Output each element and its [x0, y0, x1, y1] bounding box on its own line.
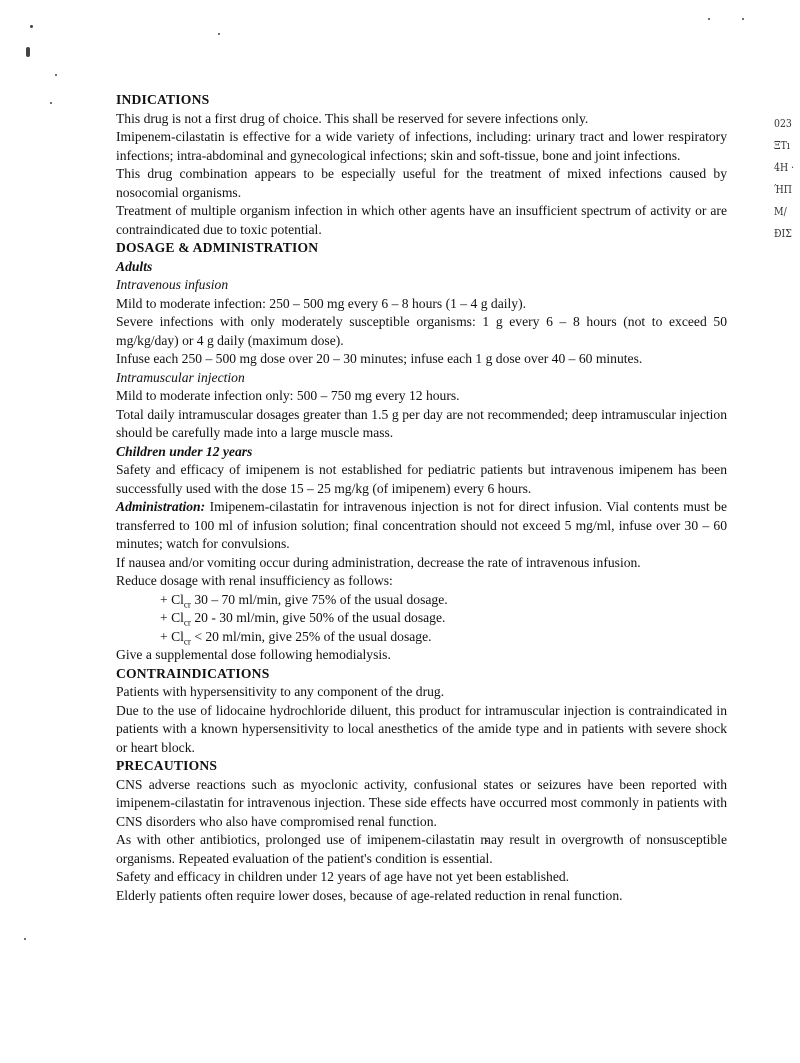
- im-injection-label: Intramuscular injection: [116, 369, 245, 385]
- indications-paragraph: This drug combination appears to be especially useful for the treatment of mixed infections caused by nosocomial organisms.: [116, 166, 727, 200]
- precautions-heading: PRECAUTIONS: [116, 758, 218, 773]
- scan-speck: [26, 47, 30, 57]
- renal-intro: Reduce dosage with renal insufficiency as follows:: [116, 573, 393, 588]
- scan-speck: [218, 33, 220, 35]
- right-edge-fragments: [774, 113, 800, 245]
- indications-paragraph: Imipenem-cilastatin is effective for a wide variety of infections, including: urinary tract and lower respiratory infections; intra-abdominal and gynecological infections; skin and soft-tissue, bone and joint infections.: [116, 129, 727, 163]
- scan-speck: [708, 18, 710, 20]
- scan-speck: [742, 18, 744, 20]
- children-subheading: Children under 12 years: [116, 443, 253, 459]
- scan-speck: [30, 25, 33, 28]
- im-dosage-line: Mild to moderate infection only: 500 – 750 mg every 12 hours.: [116, 388, 460, 403]
- indications-heading: INDICATIONS: [116, 92, 210, 107]
- scan-speck: [55, 74, 57, 76]
- renal-dose-item: + $Cl_{cr}$ 20 - 30 ml/min, give 50% of the usual dosage.: [160, 610, 446, 628]
- precautions-paragraph: CNS adverse reactions such as myoclonic activity, confusional states or seizures have been reported with imipenem-cilastatin for intravenous injection. These side effects have occurred most commonly in patients with CNS disorders who also have compromised renal function.: [116, 776, 727, 829]
- administration-label: Administration:: [116, 499, 206, 514]
- indications-paragraph: This drug is not a first drug of choice. This shall be reserved for severe infections only.: [116, 110, 589, 126]
- administration-paragraph: [116, 498, 727, 554]
- iv-dosage-line: Mild to moderate infection: 250 – 500 mg every 6 – 8 hours (1 – 4 g daily).: [116, 295, 527, 311]
- iv-dosage-line: Infuse each 250 – 500 mg dose over 20 – 30 minutes; infuse each 1 g dose over 40 – 60 minutes.: [116, 351, 643, 366]
- nausea-text: If nausea and/or vomiting occur during administration, decrease the rate of intravenous infusion.: [116, 554, 641, 570]
- adults-subheading: Adults: [116, 258, 153, 274]
- im-dosage-line: Total daily intramuscular dosages greater than 1.5 g per day are not recommended; deep intramuscular injection should be carefully made into a large muscle mass.: [116, 406, 727, 440]
- iv-dosage-line: Severe infections with only moderately susceptible organisms: 1 g every 6 – 8 hours (not to exceed 50 mg/kg/day) or 4 g daily (maximum dose).: [116, 314, 727, 348]
- administration-text: Imipenem-cilastatin for intravenous injection is not for direct infusion. Vial contents must be transferred to 100 ml of infusion solution; final concentration should not exceed 5 mg/ml, infuse over 30 – 60 minutes; watch for convulsions.: [116, 499, 727, 551]
- contraindications-paragraph: Due to the use of lidocaine hydrochloride diluent, this product for intramuscular injection is contraindicated in patients with a known hypersensitivity to local anesthetics of the amide type and in patients with severe shock or heart block.: [116, 702, 727, 755]
- iv-infusion-label: Intravenous infusion: [116, 277, 229, 292]
- document-body: [116, 91, 727, 905]
- supplemental-dose-text: Give a supplemental dose following hemodialysis.: [116, 647, 391, 662]
- children-dosage-text: Safety and efficacy of imipenem is not established for pediatric patients but intravenous imipenem has been successfully used with the dose 15 – 25 mg/kg (of imipenem) every 6 hours.: [116, 462, 727, 496]
- edge-fragment: 4H ·: [774, 161, 795, 174]
- precautions-paragraph: Elderly patients often require lower doses, because of age-related reduction in renal function.: [116, 887, 623, 903]
- edge-fragment: ÐIΣ: [774, 227, 792, 240]
- edge-fragment: ΞTı: [774, 139, 790, 152]
- dosage-heading: DOSAGE & ADMINISTRATION: [116, 240, 319, 255]
- renal-dose-item: + $Cl_{cr} < 20$ ml/min, give 25% of the usual dosage.: [160, 628, 432, 647]
- contraindications-heading: CONTRAINDICATIONS: [116, 665, 270, 681]
- indications-paragraph: Treatment of multiple organism infection in which other agents have an insufficient spectrum of activity or are contraindicated due to toxic potential.: [116, 203, 727, 237]
- renal-dose-item: + $Cl_{cr}$ 30 – 70 ml/min, give 75% of the usual dosage.: [160, 591, 448, 610]
- precautions-paragraph: Safety and efficacy in children under 12 years of age have not yet been established.: [116, 869, 570, 884]
- contraindications-paragraph: Patients with hypersensitivity to any component of the drug.: [116, 684, 445, 699]
- precautions-paragraph: As with other antibiotics, prolonged use of imipenem-cilastatin may result in overgrowth of nonsusceptible organisms. Repeated evaluation of the patient's condition is essential.: [116, 832, 727, 866]
- edge-fragment: M/: [774, 205, 787, 218]
- scan-speck: [50, 102, 52, 104]
- scan-speck: [24, 938, 26, 940]
- edge-fragment: 023: [774, 117, 792, 130]
- edge-fragment: ΉΠ: [774, 183, 792, 196]
